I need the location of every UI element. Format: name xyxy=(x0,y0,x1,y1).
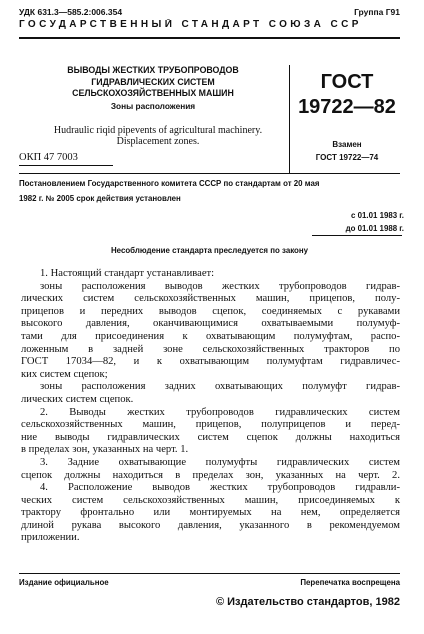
english-title xyxy=(33,125,283,147)
title-block xyxy=(19,65,287,112)
text-line: ние выводы гидравлических систем сцепок должны находиться xyxy=(21,431,400,443)
title-divider xyxy=(289,65,290,173)
okp-rule xyxy=(19,165,113,166)
text-line: высокого давления, оканчивающимися охватываемыми полумуф- xyxy=(21,318,400,330)
legal-notice: Несоблюдение стандарта преследуется по закону xyxy=(110,246,309,255)
decree-line: 1982 г. № 2005 срок действия установлен xyxy=(19,194,181,203)
official-edition: Издание официальное xyxy=(19,578,109,587)
text-line: ких систем сцепок; xyxy=(21,368,108,380)
text-line: 4. Расположение выводов жестких трубопроводов гидравли- xyxy=(40,482,400,494)
text-line: ложенным в задней зоне сельскохозяйственных тракторов по xyxy=(21,343,400,355)
text-line: 2. Выводы жестких трубопроводов гидравлических систем xyxy=(40,406,400,418)
decree-line: Постановлением Государственного комитета СССР по стандартам от 20 мая xyxy=(19,179,320,188)
text-line: зоны расположения выводов жестких трубопроводов гидрав- xyxy=(40,280,400,292)
text-line: лических систем сцепок. xyxy=(21,393,134,405)
text-line: ческих систем сельскохозяйственных машин, присоединяемых к xyxy=(21,494,400,506)
paragraph-1 xyxy=(21,268,400,545)
footer-rule xyxy=(19,573,400,574)
text-line: прицепов и передних выводов сцепок, соединяемых с рукавами xyxy=(21,305,400,317)
text-line: 1. Настоящий стандарт устанавливает: xyxy=(40,268,215,279)
english-title-line: Displacement zones. xyxy=(116,136,200,147)
title-subtitle: Зоны расположения xyxy=(110,100,196,111)
group-code: Группа Г91 xyxy=(354,7,400,17)
text-line: приложении. xyxy=(21,532,80,544)
text-line: 3. Задние охватывающие полумуфты гидравлических систем xyxy=(40,456,400,468)
text-line: ГОСТ 17034—82, и к охватывающим полумуфтам гидравличес- xyxy=(21,356,400,368)
reprint-notice: Перепечатка воспрещена xyxy=(300,578,400,587)
title-bottom-rule xyxy=(19,173,400,174)
text-line: лических систем сельскохозяйственных машин, прицепов, полу- xyxy=(21,293,400,305)
udk-code: УДК 631.3—585.2:006.354 xyxy=(19,7,123,17)
text-line: тами для присоединения к охватывающим полумуфтам, распо- xyxy=(21,330,400,342)
title-line: ГИДРАВЛИЧЕСКИХ СИСТЕМ xyxy=(91,76,215,87)
gost-number: 19722—82 xyxy=(298,96,396,118)
text-line: в пределах зон, указанных на черт. 1. xyxy=(21,444,189,456)
text-line: сцепок должны находиться в пределах зон, указанных на черт. 2. xyxy=(21,469,400,481)
title-line: ВЫВОДЫ ЖЕСТКИХ ТРУБОПРОВОДОВ xyxy=(67,65,239,75)
gost-label: ГОСТ xyxy=(320,71,374,93)
decree-underline xyxy=(312,235,402,236)
replaces-value: ГОСТ 19722—74 xyxy=(315,153,379,162)
decree-to: до 01.01 1988 г. xyxy=(345,224,404,233)
text-line: сельскохозяйственных машин, прицепов, полуприцепов и перед- xyxy=(21,419,400,431)
okp-code: ОКП 47 7003 xyxy=(19,152,78,163)
text-line: длиной рукава высокого давления, указанного в рекомендуемом xyxy=(21,519,400,531)
header-rule xyxy=(19,37,400,39)
english-title-line: Hudraulic riqid pipevents of agricultural machinery. xyxy=(53,125,263,136)
publisher-copyright: © Издательство стандартов, 1982 xyxy=(215,596,400,608)
replaces-label: Взамен xyxy=(332,140,362,149)
standard-banner: ГОСУДАРСТВЕННЫЙ СТАНДАРТ СОЮЗА ССР xyxy=(19,19,362,30)
text-line: зоны расположения задних охватывающих полумуфт гидрав- xyxy=(40,381,400,393)
text-line: трактору фронтально или монтируемых на нем, определяется xyxy=(21,507,400,519)
title-line: СЕЛЬСКОХОЗЯЙСТВЕННЫХ МАШИН xyxy=(72,88,234,98)
decree-from: с 01.01 1983 г. xyxy=(351,211,404,220)
